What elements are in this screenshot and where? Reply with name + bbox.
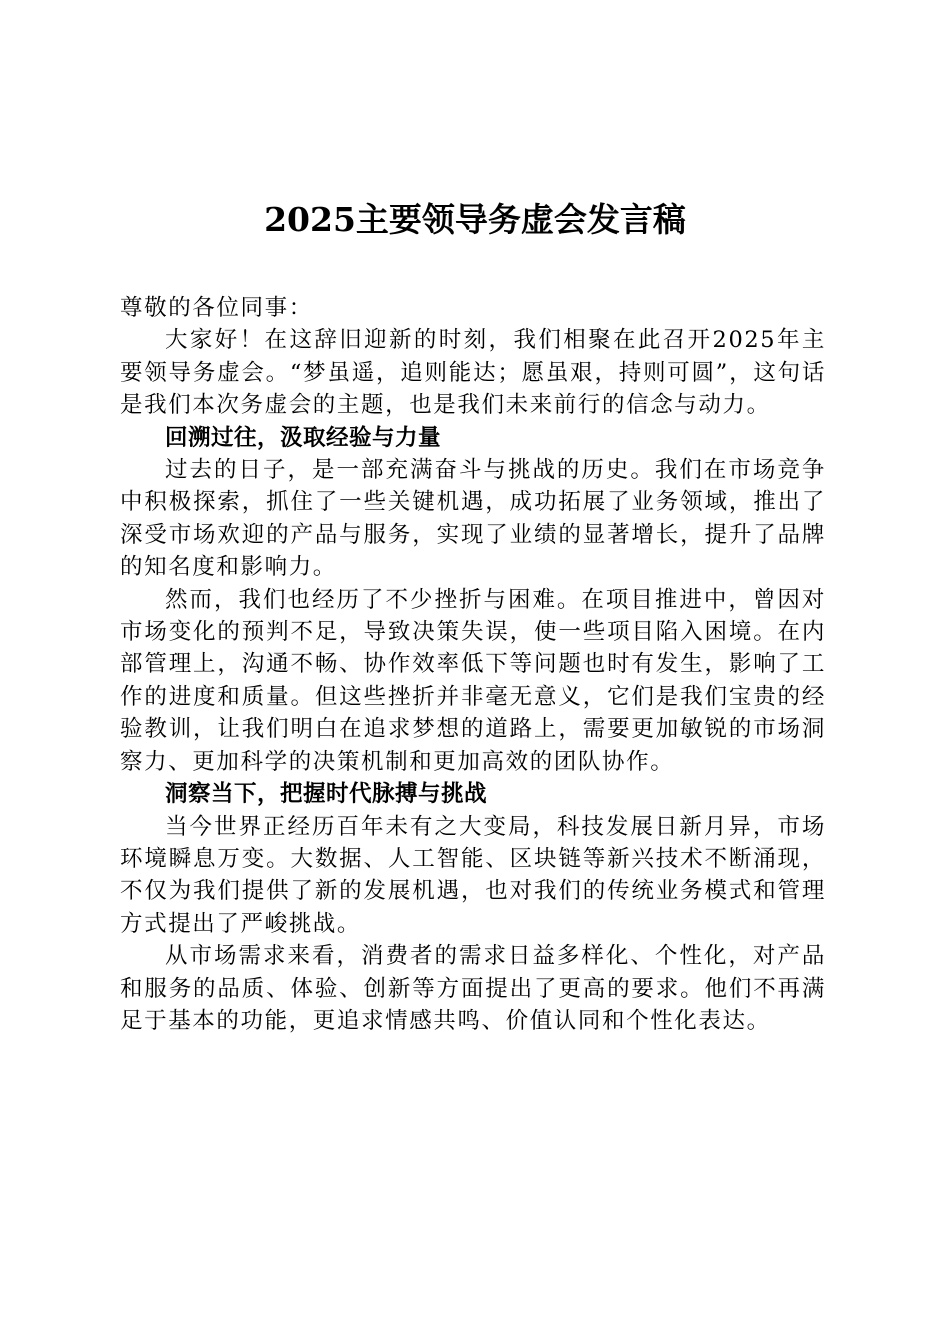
paragraph-world-change: 当今世界正经历百年未有之大变局，科技发展日新月异，市场环境瞬息万变。大数据、人工智能、区块链等新兴技术不断涌现，不仅为我们提供了新的发展机遇，也对我们的传统业务模式和管理方式提出了严峻挑战。	[120, 813, 826, 937]
section-heading-review: 回溯过往，汲取经验与力量	[165, 424, 442, 451]
paragraph-setbacks: 然而，我们也经历了不少挫折与困难。在项目推进中，曾因对市场变化的预判不足，导致决策失误，使一些项目陷入困境。在内部管理上，沟通不畅、协作效率低下等问题也时有发生，影响了工作的进度和质量。但这些挫折并非毫无意义，它们是我们宝贵的经验教训，让我们明白在追求梦想的道路上，需要更加敏锐的市场洞察力、更加科学的决策机制和更加高效的团队协作。	[120, 586, 826, 775]
paragraph-opening: 大家好！在这辞旧迎新的时刻，我们相聚在此召开2025年主要领导务虚会。“梦虽遥，追则能达；愿虽艰，持则可圆”，这句话是我们本次务虚会的主题，也是我们未来前行的信念与动力。	[120, 327, 826, 419]
page-title: 2025主要领导务虚会发言稿	[264, 200, 686, 239]
paragraph-market-demand: 从市场需求来看，消费者的需求日益多样化、个性化，对产品和服务的品质、体验、创新等方面提出了更高的要求。他们不再满足于基本的功能，更追求情感共鸣、价值认同和个性化表达。	[120, 943, 826, 1034]
section-heading-present: 洞察当下，把握时代脉搏与挑战	[165, 781, 488, 808]
paragraph-achievements: 过去的日子，是一部充满奋斗与挑战的历史。我们在市场竞争中积极探索，抓住了一些关键机遇，成功拓展了业务领域，推出了深受市场欢迎的产品与服务，实现了业绩的显著增长，提升了品牌的知名度和影响力。	[120, 457, 826, 581]
salutation: 尊敬的各位同事：	[120, 295, 313, 321]
document-body	[120, 292, 826, 1037]
